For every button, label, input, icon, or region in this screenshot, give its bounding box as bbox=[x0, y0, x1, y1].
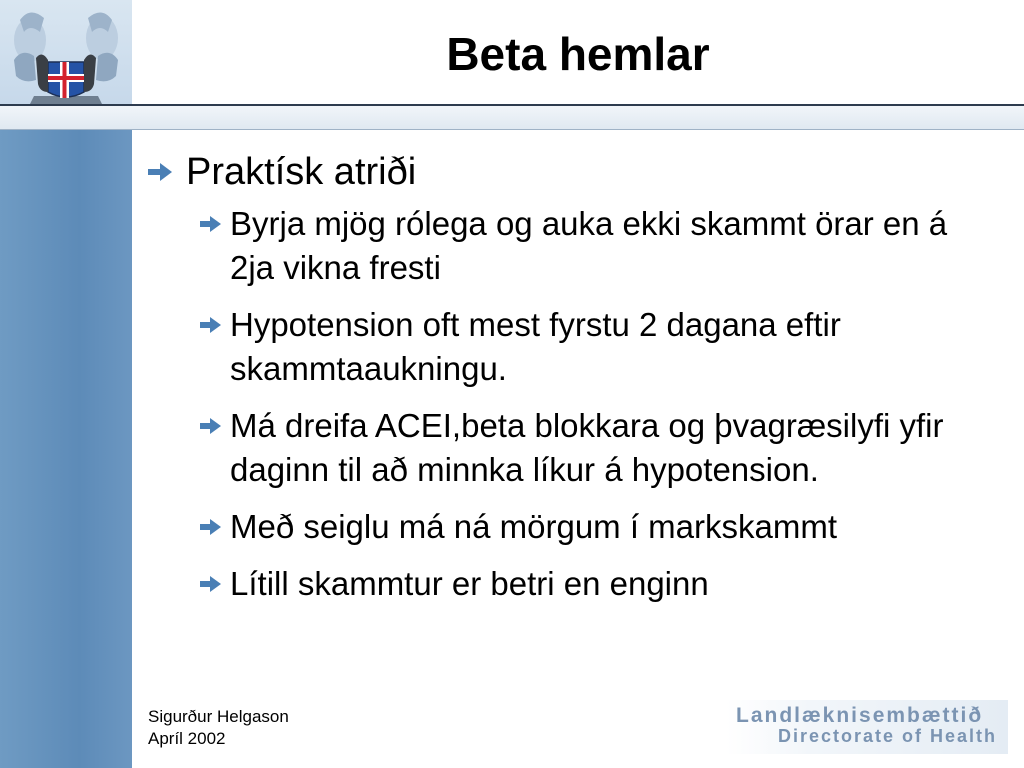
sub-bullet-list bbox=[200, 202, 1008, 606]
list-item-text: Hypotension oft mest fyrstu 2 dagana eftir skammtaaukningu. bbox=[230, 306, 841, 387]
arrow-right-icon bbox=[200, 316, 222, 334]
logo-name-icelandic: Landlæknisembættið bbox=[736, 704, 984, 727]
bullet-heading: Praktísk atriði bbox=[186, 151, 417, 193]
list-item bbox=[200, 505, 990, 549]
arrow-right-icon bbox=[200, 215, 222, 233]
header-rule-lower bbox=[0, 129, 1024, 130]
arrow-right-icon bbox=[200, 518, 222, 536]
footer-author-block bbox=[148, 706, 289, 750]
header-band bbox=[0, 106, 1024, 130]
list-item-text: Byrja mjög rólega og auka ekki skammt örar en á 2ja vikna fresti bbox=[230, 205, 948, 286]
coat-of-arms-icon bbox=[0, 0, 132, 106]
directorate-logo bbox=[726, 700, 1008, 754]
bullet-level1 bbox=[148, 148, 1008, 196]
slide-content bbox=[148, 148, 1008, 619]
list-item-text: Má dreifa ACEI,beta blokkara og þvagræsilyfi yfir daginn til að minnka líkur á hypotension. bbox=[230, 407, 944, 488]
footer-date: Apríl 2002 bbox=[148, 729, 226, 748]
list-item bbox=[200, 404, 990, 492]
list-item-text: Með seiglu má ná mörgum í markskammt bbox=[230, 508, 838, 545]
footer-author: Sigurður Helgason bbox=[148, 707, 289, 726]
slide-title: Beta hemlar bbox=[446, 28, 710, 80]
list-item bbox=[200, 202, 990, 290]
arrow-right-icon bbox=[200, 417, 222, 435]
list-item bbox=[200, 303, 990, 391]
logo-name-english: Directorate of Health bbox=[778, 726, 998, 746]
list-item bbox=[200, 562, 990, 606]
arrow-right-icon bbox=[200, 575, 222, 593]
arrow-right-icon bbox=[148, 162, 174, 182]
coat-of-arms-panel bbox=[0, 0, 132, 106]
list-item-text: Lítill skammtur er betri en enginn bbox=[230, 565, 709, 602]
